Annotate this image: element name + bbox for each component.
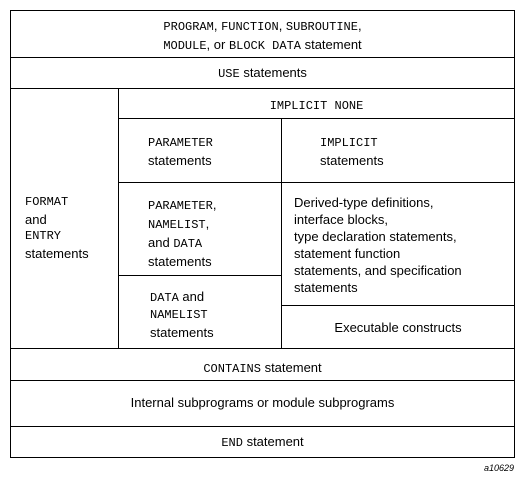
derived-line-3: type declaration statements,	[294, 229, 457, 244]
use-statements-label: statements	[239, 65, 307, 80]
use-statements-box	[10, 64, 515, 83]
keyword-end: END	[221, 436, 243, 450]
keyword-module: MODULE	[163, 39, 207, 53]
divider-below-parameter-implicit	[118, 182, 515, 183]
pnd-and: and	[148, 235, 174, 250]
format-entry-statements-label: statements	[25, 246, 89, 261]
frame-bottom	[10, 457, 515, 458]
keyword-program: PROGRAM	[163, 20, 214, 34]
internal-subprograms-label: Internal subprograms or module subprograms	[130, 395, 395, 410]
dn-statements-label: statements	[150, 325, 214, 340]
keyword-use: USE	[218, 67, 240, 81]
derived-line-5: statements, and specification	[294, 263, 462, 278]
figure-id: a10629	[484, 463, 515, 473]
frame-top	[10, 10, 515, 11]
keyword-namelist-2: NAMELIST	[150, 308, 208, 322]
format-entry-and: and	[25, 212, 47, 227]
keyword-function: FUNCTION	[221, 20, 279, 34]
divider-below-param-namelist-data	[118, 275, 281, 276]
keyword-subroutine: SUBROUTINE	[285, 20, 358, 34]
header-sep-1: ,	[213, 18, 222, 33]
pnd-statements-label: statements	[148, 254, 212, 269]
divider-middle-column	[281, 118, 282, 349]
end-statement-label: statement	[242, 434, 304, 449]
executable-constructs-label: Executable constructs	[334, 320, 462, 335]
divider-below-implicit-none	[118, 118, 515, 119]
derived-line-6: statements	[294, 280, 358, 295]
derived-line-1: Derived-type definitions,	[294, 195, 434, 210]
header-sep-4: , or	[206, 37, 229, 52]
header-statement-word: statement	[300, 37, 362, 52]
header-sep-3: ,	[357, 18, 362, 33]
parameter-statements-label: statements	[148, 153, 212, 168]
format-entry-box	[25, 194, 89, 262]
divider-below-use	[10, 88, 515, 89]
keyword-data-2: DATA	[150, 291, 179, 305]
header-sep-2: ,	[278, 18, 286, 33]
implicit-statements-box	[320, 135, 384, 169]
header-statement-box	[10, 17, 515, 55]
parameter-statements-box	[148, 135, 213, 169]
keyword-block-data: BLOCK DATA	[228, 39, 301, 53]
keyword-implicit: IMPLICIT	[320, 136, 378, 150]
derived-line-4: statement function	[294, 246, 401, 261]
pnd-sep-1: ,	[212, 197, 217, 212]
keyword-namelist: NAMELIST	[148, 218, 206, 232]
implicit-statements-label: statements	[320, 153, 384, 168]
keyword-data: DATA	[173, 237, 203, 251]
pnd-sep-2: ,	[205, 216, 210, 231]
implicit-none-box	[118, 96, 515, 115]
contains-statement-label: statement	[260, 360, 322, 375]
keyword-format: FORMAT	[25, 195, 69, 209]
param-namelist-data-box	[148, 196, 216, 270]
divider-above-end	[10, 426, 515, 427]
data-namelist-box	[150, 288, 214, 341]
divider-above-contains	[10, 348, 515, 349]
divider-below-header	[10, 57, 515, 58]
divider-above-executable	[281, 305, 515, 306]
end-statement-box	[10, 433, 515, 452]
derived-line-2: interface blocks,	[294, 212, 388, 227]
keyword-parameter-2: PARAMETER	[148, 199, 213, 213]
executable-constructs-box	[281, 319, 515, 336]
keyword-contains: CONTAINS	[203, 362, 261, 376]
keyword-entry: ENTRY	[25, 229, 62, 243]
contains-statement-box	[10, 359, 515, 378]
dn-and: and	[178, 289, 205, 304]
divider-left-column	[118, 88, 119, 349]
keyword-implicit-none: IMPLICIT NONE	[269, 99, 364, 113]
internal-subprograms-box	[10, 394, 515, 411]
keyword-parameter: PARAMETER	[148, 136, 213, 150]
derived-type-box	[294, 194, 462, 296]
divider-below-contains	[10, 380, 515, 381]
